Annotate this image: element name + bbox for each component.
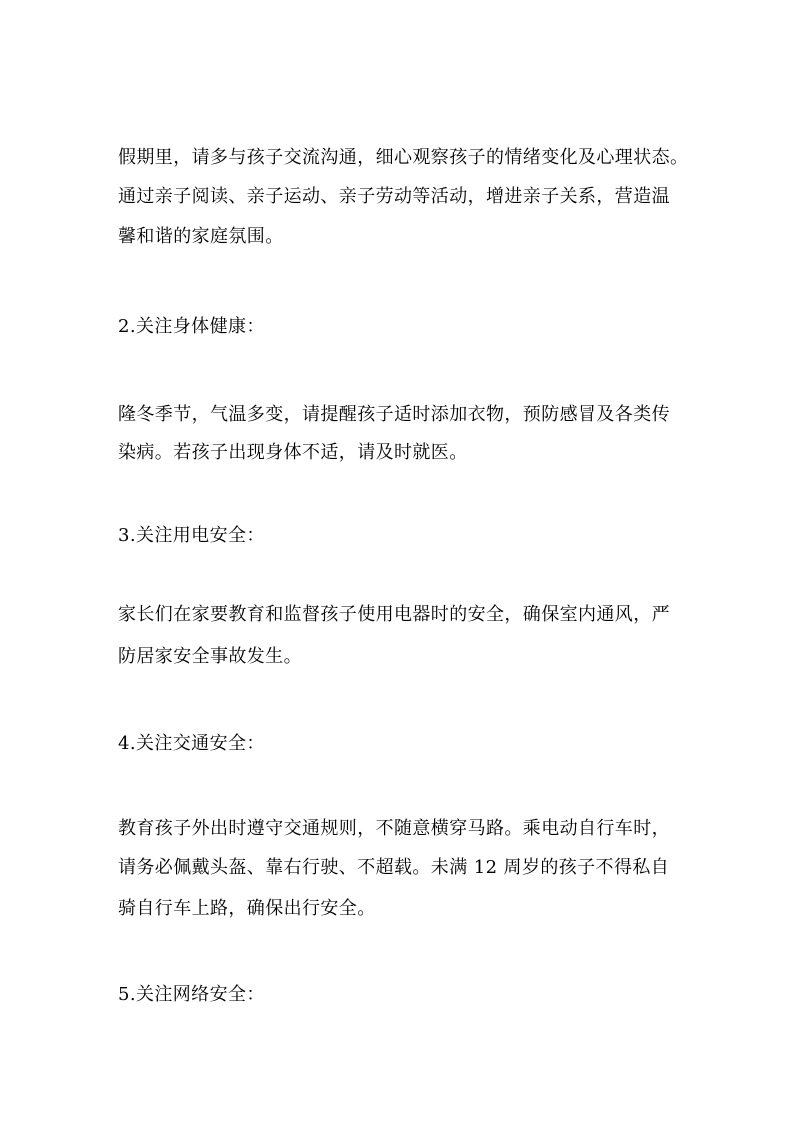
paragraph-4-line-2: 请务必佩戴头盔、靠右行驶、不超载。未满 12 周岁的孩子不得私自 <box>118 857 670 878</box>
section-heading-2: 2.关注身体健康： <box>118 316 265 337</box>
paragraph-3-line-1: 家长们在家要教育和监督孩子使用电器时的安全，确保室内通风，严 <box>118 604 670 625</box>
paragraph-3-line-2: 防居家安全事故发生。 <box>118 646 302 667</box>
section-heading-5: 5.关注网络安全： <box>118 984 265 1005</box>
paragraph-4-line-1: 教育孩子外出时遵守交通规则，不随意横穿马路。乘电动自行车时， <box>118 818 670 839</box>
section-heading-4: 4.关注交通安全： <box>118 733 265 754</box>
paragraph-2-line-1: 隆冬季节，气温多变，请提醒孩子适时添加衣物，预防感冒及各类传 <box>118 404 670 425</box>
paragraph-1-line-2: 通过亲子阅读、亲子运动、亲子劳动等活动，增进亲子关系，营造温 <box>118 186 670 207</box>
paragraph-1-line-3: 馨和谐的家庭氛围。 <box>118 226 284 247</box>
paragraph-2-line-2: 染病。若孩子出现身体不适，请及时就医。 <box>118 442 468 463</box>
paragraph-1-line-1: 假期里，请多与孩子交流沟通，细心观察孩子的情绪变化及心理状态。 <box>118 147 689 168</box>
section-heading-3: 3.关注用电安全： <box>118 525 265 546</box>
paragraph-4-line-3: 骑自行车上路，确保出行安全。 <box>118 898 376 919</box>
